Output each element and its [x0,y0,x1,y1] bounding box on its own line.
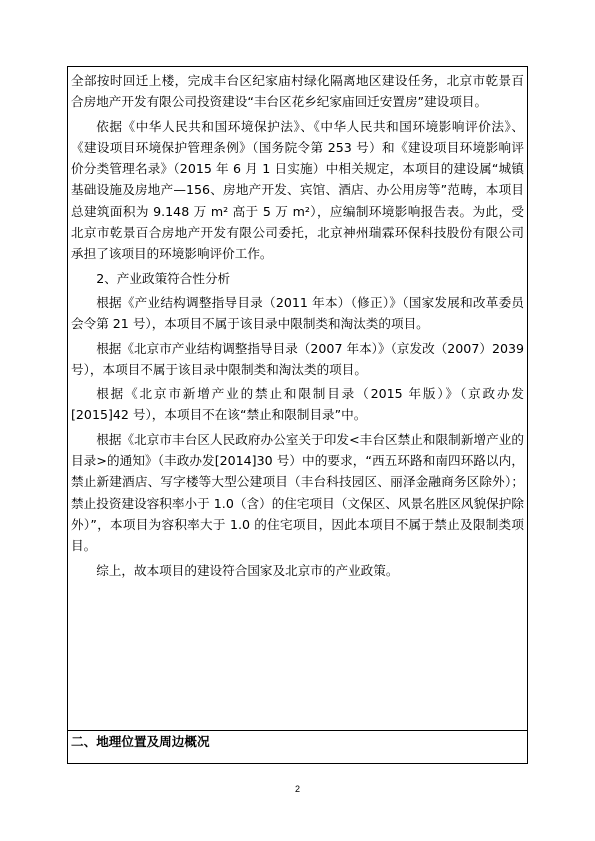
paragraph: 根据《产业结构调整指导目录（2011 年本）（修正）》（国家发展和改革委员会令第 21 号），本项目不属于该目录中限制类和淘汰类的项目。 [71,294,524,332]
paragraph: 根据《北京市新增产业的禁止和限制目录（2015 年版）》（京政办发[2015]42 号），本项目不在该“禁止和限制目录”中。 [71,386,524,423]
paragraph: 根据《北京市丰台区人民政府办公室关于印发<丰台区禁止和限制新增产业的目录>的通知》（丰政办发[2014]30 号）中的要求，“西五环路和南四环路以内，禁止新建酒店、写字楼等大型公建项目（丰台科技园区、丽泽金融商务区除外）；禁止投资建设容积率小于 1.0（含）的住宅项目（文保区、风景名胜区风貌保护除外）”，本项目为容积率大于 1.0 的住宅项目，因此本项目不属于禁止及限制类项目。 [71,431,524,554]
paragraph: 全部按时回迁上楼，完成丰台区纪家庙村绿化隔离地区建设任务，北京市乾景百合房地产开发有限公司投资建设“丰台区花乡纪家庙回迁安置房”建设项目。 [71,73,524,110]
paragraph: 综上，故本项目的建设符合国家及北京市的产业政策。 [96,562,399,578]
paragraph: 依据《中华人民共和国环境保护法》、《中华人民共和国环境影响评价法》、《建设项目环境保护管理条例》（国务院令第 253 号）和《建设项目环境影响评价分类管理名录》（2015 年 6 月 1 日实施）中相关规定，本项目的建设属“城镇基础设施及房地产—156、房地产开发、宾馆、酒店、办公用房等”范畴，本项目总建筑面积为 9.148 万 m² 高于 5 万 m²），应编制环境影响报告表。为此，受北京市乾景百合房地产开发有限公司委托，北京神州瑞霖环保科技股份有限公司承担了该项目的环境影响评价工作。 [71,118,524,262]
section-heading: 二、地理位置及周边概况 [71,734,210,749]
body-text [71,70,524,581]
paragraph: 根据《北京市产业结构调整指导目录（2007 年本）》（京发改（2007）2039 号），本项目不属于该目录中限制类和淘汰类的项目。 [71,340,524,377]
subsection-heading: 2、产业政策符合性分析 [96,270,231,286]
row-divider [67,730,528,731]
page-number: 2 [294,784,300,794]
